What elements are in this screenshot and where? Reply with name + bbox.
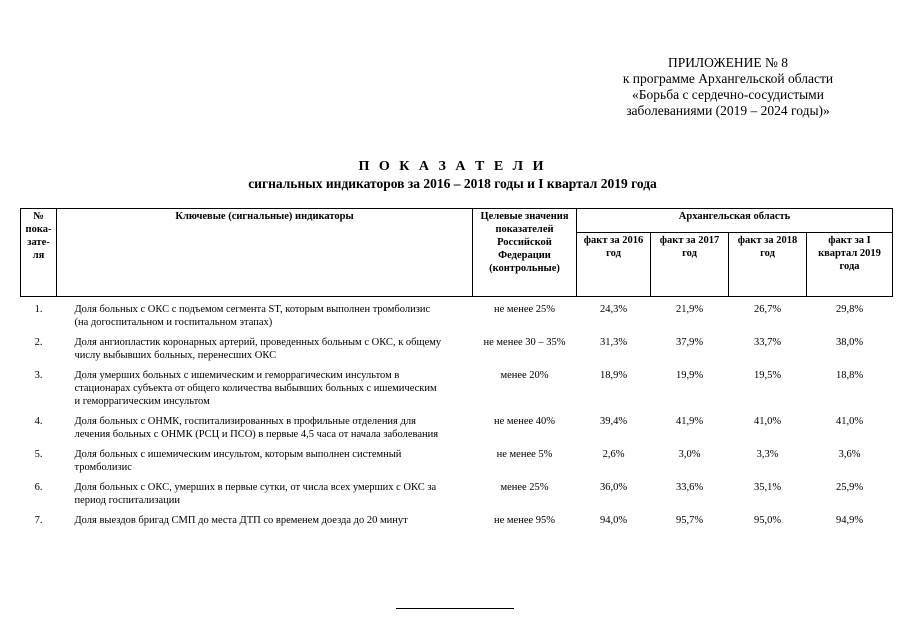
appendix-header	[598, 55, 858, 119]
row-target: не менее 25%	[493, 304, 556, 315]
row-indicator: Доля умерших больных с ишемическим и геморрагическим инсультом в стационарах субъекта от общего количества выбывших больных с ишемическим и геморрагическим инсультом	[74, 370, 437, 407]
row-value-2016: 18,9%	[599, 370, 628, 381]
row-value-2018: 35,1%	[753, 482, 782, 493]
row-target: не менее 95%	[493, 515, 556, 526]
table-row	[21, 481, 893, 514]
row-target: менее 20%	[500, 370, 549, 381]
row-indicator: Доля выездов бригад СМП до места ДТП со временем доезда до 20 минут	[74, 515, 408, 526]
header-fact-2019q1: факт за I квартал 2019 года	[807, 233, 893, 297]
table-row	[21, 448, 893, 481]
row-value-2017: 33,6%	[675, 482, 704, 493]
header-fact-2018: факт за 2018 год	[729, 233, 807, 297]
row-value-2016: 24,3%	[599, 304, 628, 315]
appendix-line-1: ПРИЛОЖЕНИЕ № 8	[667, 55, 789, 70]
row-number: 6.	[34, 482, 43, 493]
row-value-2019q1: 94,9%	[835, 515, 864, 526]
row-value-2018: 33,7%	[753, 337, 782, 348]
table-row	[21, 336, 893, 369]
row-value-2017: 37,9%	[675, 337, 704, 348]
footer-divider	[396, 608, 514, 609]
row-target: не менее 5%	[496, 449, 553, 460]
row-value-2019q1: 29,8%	[835, 304, 864, 315]
row-value-2019q1: 41,0%	[835, 416, 864, 427]
table-row	[21, 369, 893, 415]
row-value-2016: 94,0%	[599, 515, 628, 526]
row-target: не менее 30 – 35%	[483, 337, 566, 348]
table-row	[21, 415, 893, 448]
row-indicator: Доля больных с ОКС с подъемом сегмента ST, которым выполнен тромболизис (на догоспитальном и госпитальном этапах)	[74, 304, 431, 328]
row-value-2018: 3,3%	[756, 449, 779, 460]
appendix-line-3: «Борьба с сердечно-сосудистыми	[632, 87, 824, 102]
row-value-2017: 21,9%	[675, 304, 704, 315]
document-title: П О К А З А Т Е Л И	[358, 159, 547, 174]
table-row	[21, 514, 893, 534]
appendix-line-2: к программе Архангельской области	[622, 71, 834, 86]
row-value-2019q1: 25,9%	[835, 482, 864, 493]
row-number: 5.	[34, 449, 43, 460]
header-indicators: Ключевые (сигнальные) индикаторы	[57, 209, 473, 297]
row-value-2019q1: 38,0%	[835, 337, 864, 348]
row-value-2018: 26,7%	[753, 304, 782, 315]
header-targets: Целевые значения показателей Российской Федерации (контрольные)	[473, 209, 577, 297]
row-value-2016: 31,3%	[599, 337, 628, 348]
row-number: 4.	[34, 416, 43, 427]
row-number: 7.	[34, 515, 43, 526]
row-number: 1.	[34, 304, 43, 315]
row-indicator: Доля больных с ишемическим инсультом, которым выполнен системный тромболизис	[74, 449, 402, 473]
row-target: менее 25%	[500, 482, 549, 493]
row-value-2017: 19,9%	[675, 370, 704, 381]
row-indicator: Доля больных с ОКС, умерших в первые сутки, от числа всех умерших с ОКС за период госпитализации	[74, 482, 437, 506]
title-block	[0, 158, 905, 192]
row-value-2018: 95,0%	[753, 515, 782, 526]
indicators-table	[20, 208, 893, 534]
table-row	[21, 303, 893, 336]
row-value-2016: 39,4%	[599, 416, 628, 427]
header-fact-2017: факт за 2017 год	[651, 233, 729, 297]
appendix-line-4: заболеваниями (2019 – 2024 годы)»	[626, 103, 830, 118]
row-value-2016: 36,0%	[599, 482, 628, 493]
document-subtitle: сигнальных индикаторов за 2016 – 2018 годы и I квартал 2019 года	[248, 176, 657, 191]
row-indicator: Доля больных с ОНМК, госпитализированных в профильные отделения для лечения больных с ОНМК (РСЦ и ПСО) в первые 4,5 часа от начала заболевания	[74, 416, 439, 440]
row-value-2019q1: 18,8%	[835, 370, 864, 381]
row-number: 3.	[34, 370, 43, 381]
row-number: 2.	[34, 337, 43, 348]
row-value-2017: 3,0%	[678, 449, 701, 460]
row-value-2018: 19,5%	[753, 370, 782, 381]
row-value-2017: 41,9%	[675, 416, 704, 427]
row-target: не менее 40%	[493, 416, 556, 427]
row-value-2016: 2,6%	[602, 449, 625, 460]
row-value-2018: 41,0%	[753, 416, 782, 427]
header-fact-2016: факт за 2016 год	[577, 233, 651, 297]
header-num: № пока-зате-ля	[21, 209, 57, 297]
row-value-2019q1: 3,6%	[838, 449, 861, 460]
header-region: Архангельская область	[577, 209, 893, 233]
row-indicator: Доля ангиопластик коронарных артерий, проведенных больным с ОКС, к общему числу выбывших больных, перенесших ОКС	[74, 337, 442, 361]
row-value-2017: 95,7%	[675, 515, 704, 526]
